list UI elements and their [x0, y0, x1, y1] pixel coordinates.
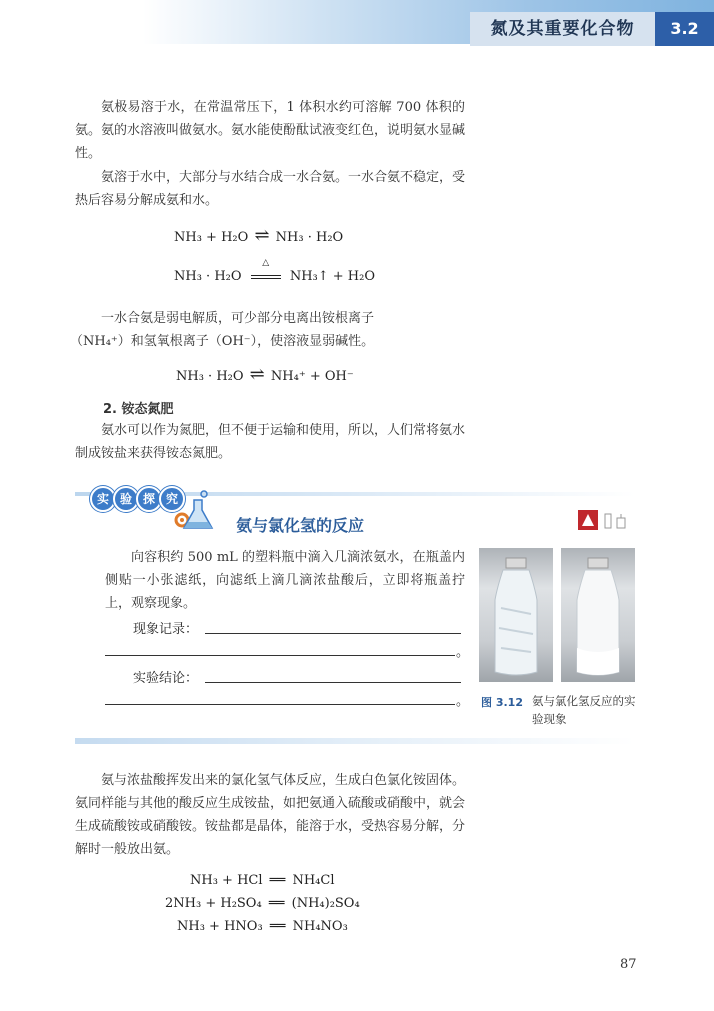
warning-icon — [578, 510, 598, 530]
conclusion-period: 。 — [456, 694, 470, 709]
equation-5-left: 2NH₃ + H₂SO₄ — [165, 896, 262, 911]
record-blank-line-1[interactable] — [205, 633, 461, 634]
equilibrium-arrow: ⇌ — [249, 364, 265, 385]
paragraph-2: 氨溶于水中，大部分与水结合成一水合氨。一水合氨不稳定，受热后容易分解成氨和水。 — [75, 170, 466, 208]
conclusion-label: 实验结论： — [133, 671, 199, 686]
chapter-title: 氮及其重要化合物 — [470, 12, 655, 46]
heat-symbol: △ — [262, 258, 270, 268]
equation-1 — [174, 225, 343, 246]
section-heading: 2. 铵态氮肥 — [103, 402, 174, 417]
lab-equipment-icon — [603, 512, 629, 530]
equation-5 — [165, 896, 360, 911]
figure-number: 图 3.12 — [481, 696, 523, 709]
paragraph-1: 氨极易溶于水，在常温常压下，1 体积水约可溶解 700 体积的氨。氨的水溶液叫做氨水。氨水能使酚酞试液变红色，说明氨水显碱性。 — [75, 100, 466, 161]
equation-3-right: NH₄⁺ + OH⁻ — [270, 369, 354, 384]
record-period: 。 — [456, 645, 470, 660]
badge-shi: 实 — [90, 486, 116, 512]
equation-2-left: NH₃ · H₂O — [174, 269, 242, 284]
paragraph-3a: 一水合氨是弱电解质，可少部分电离出铵根离子 — [101, 311, 375, 326]
experiment-bottom-band — [75, 738, 635, 744]
equation-4-left: NH₃ + HCl — [190, 873, 263, 888]
heat-condition — [249, 258, 283, 284]
flask-gear-icon — [172, 488, 224, 536]
equation-4 — [190, 873, 335, 888]
equation-6-right: NH₄NO₃ — [292, 919, 348, 934]
equation-2-right: NH₃↑ + H₂O — [289, 269, 375, 284]
section-number: 3.2 — [655, 12, 714, 46]
photo-bottle-before — [479, 548, 553, 682]
badge-jiu: 究 — [159, 486, 185, 512]
paragraph-4: 氨与浓盐酸挥发出来的氯化氢气体反应，生成白色氯化铵固体。氨同样能与其他的酸反应生成铵盐，如把氨通入硫酸或硝酸中，就会生成硫酸铵或硝酸铵。铵盐都是晶体，能溶于水，受热容易分解，分解时一般放出氨。 — [75, 773, 466, 857]
equation-2 — [174, 258, 375, 284]
equation-4-right: NH₄Cl — [292, 873, 335, 888]
equation-6-left: NH₃ + HNO₃ — [177, 919, 263, 934]
bottle-white-smoke-image — [561, 548, 635, 682]
equilibrium-arrow: ⇌ — [254, 225, 270, 246]
equation-3 — [176, 364, 354, 385]
equation-1-right: NH₃ · H₂O — [275, 230, 344, 245]
figure-caption: 氨与氯化氢反应的实验现象 — [532, 694, 636, 726]
page-number: 87 — [620, 957, 637, 972]
equals-sign: ══ — [268, 896, 285, 911]
equation-5-right: (NH₄)₂SO₄ — [291, 896, 360, 911]
paragraph-section2: 氨水可以作为氮肥，但不便于运输和使用，所以，人们常将氨水制成铵盐来获得铵态氮肥。 — [75, 423, 466, 461]
experiment-title: 氨与氯化氢的反应 — [236, 516, 365, 535]
badge-yan: 验 — [113, 486, 139, 512]
equation-3-left: NH₃ · H₂O — [176, 369, 244, 384]
paragraph-3b: （NH₄⁺）和氢氧根离子（OH⁻），使溶液显弱碱性。 — [70, 334, 375, 349]
record-blank-line-2[interactable] — [105, 655, 455, 656]
equals-sign: ══ — [269, 919, 286, 934]
equation-6 — [177, 919, 348, 934]
conclusion-blank-line-1[interactable] — [205, 682, 461, 683]
photo-bottle-after — [561, 548, 635, 682]
record-label: 现象记录： — [133, 622, 199, 637]
conclusion-blank-line-2[interactable] — [105, 704, 455, 705]
equals-sign: ══ — [269, 873, 286, 888]
badge-tan: 探 — [136, 486, 162, 512]
experiment-procedure: 向容积约 500 mL 的塑料瓶中滴入几滴浓氨水，在瓶盖内侧贴一小张滤纸，向滤纸上滴几滴浓盐酸后，立即将瓶盖拧上，观察现象。 — [105, 550, 465, 611]
bottle-clear-image — [479, 548, 553, 682]
equation-1-left: NH₃ + H₂O — [174, 230, 249, 245]
